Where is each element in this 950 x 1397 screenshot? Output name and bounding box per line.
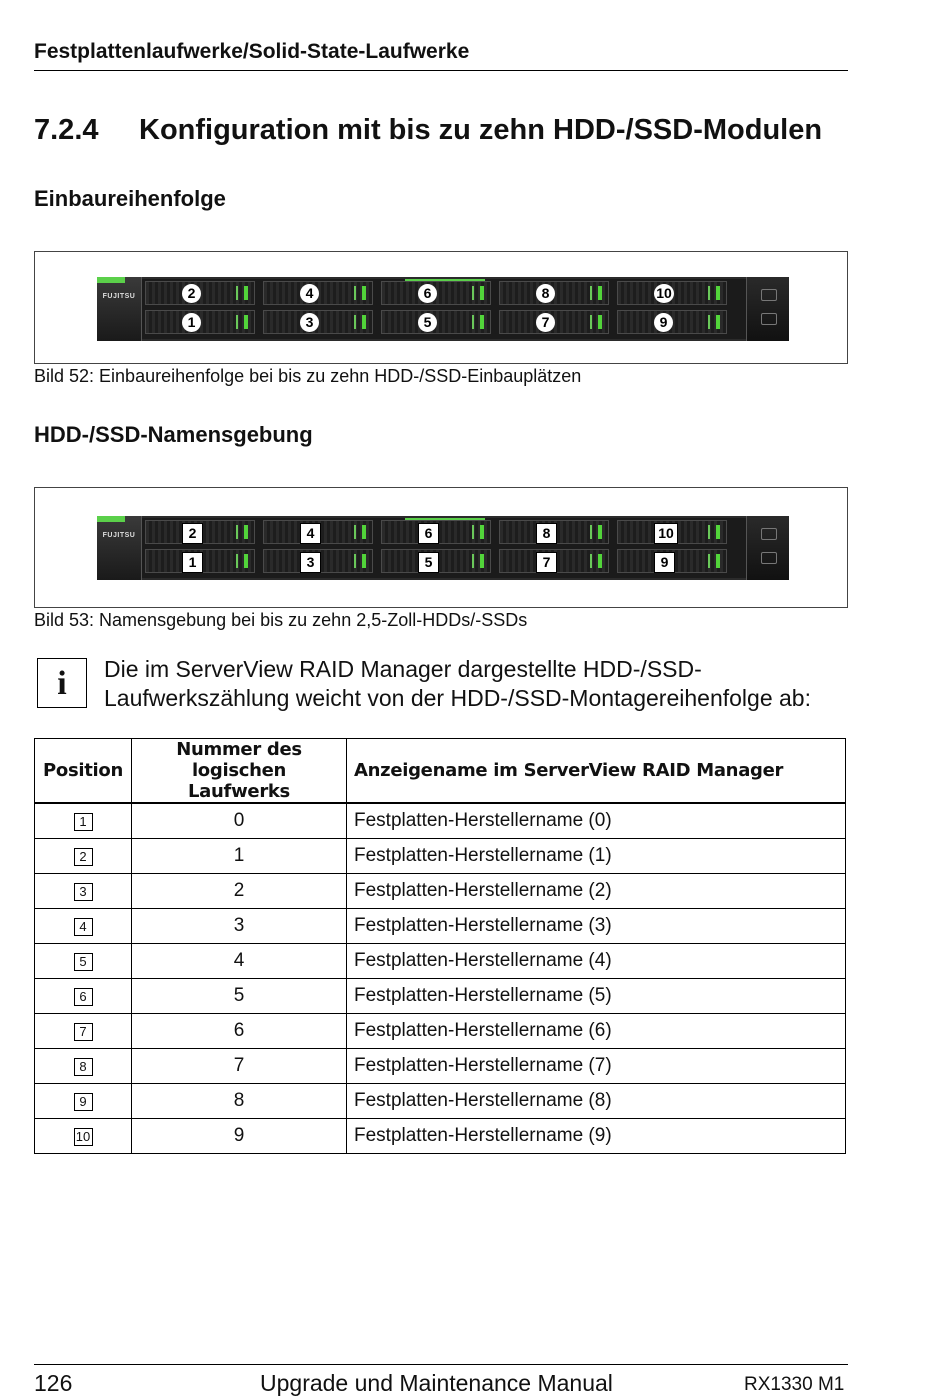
logical-number-cell: 9 — [132, 1119, 347, 1154]
power-button-icon — [761, 528, 777, 540]
table-row — [35, 874, 846, 909]
logical-number-cell: 2 — [132, 874, 347, 909]
position-cell — [35, 979, 132, 1014]
status-led-icon — [716, 315, 720, 329]
bay-number-label: 7 — [536, 552, 557, 573]
display-name-cell: Festplatten-Herstellername (5) — [347, 979, 846, 1014]
page-number: 126 — [34, 1370, 73, 1396]
bay-number-label: 6 — [418, 284, 437, 303]
drive-bay — [499, 549, 609, 573]
position-cell — [35, 1119, 132, 1154]
status-led-icon — [362, 315, 366, 329]
id-button-icon — [761, 313, 777, 325]
bay-number-label: 10 — [654, 523, 678, 544]
bay-number-label: 4 — [300, 284, 319, 303]
status-led-icon — [244, 315, 248, 329]
drive-bay — [263, 281, 373, 305]
running-header: Festplattenlaufwerke/Solid-State-Laufwerke — [34, 40, 848, 71]
bay-number-label: 9 — [654, 552, 675, 573]
table-row — [35, 1049, 846, 1084]
display-name-cell: Festplatten-Herstellername (7) — [347, 1049, 846, 1084]
table-row — [35, 803, 846, 839]
bay-number-label: 4 — [300, 523, 321, 544]
status-led-icon — [244, 286, 248, 300]
position-box: 5 — [74, 953, 93, 971]
table-row — [35, 1119, 846, 1154]
table-header-row — [35, 739, 846, 804]
id-button-icon — [761, 552, 777, 564]
table-row — [35, 1084, 846, 1119]
position-box: 1 — [74, 813, 93, 831]
status-led-icon — [716, 554, 720, 568]
server-left-ear — [97, 516, 142, 580]
logical-number-cell: 8 — [132, 1084, 347, 1119]
info-note-text: Die im ServerView RAID Manager dargestellte HDD-/SSD-Laufwerkszählung weicht von der HDD-/SSD-Montagereihenfolge ab: — [104, 656, 811, 711]
bay-number-label: 6 — [418, 523, 439, 544]
footer-rule — [34, 1364, 848, 1365]
status-led-icon — [362, 525, 366, 539]
drive-bay — [499, 281, 609, 305]
drive-bay — [381, 281, 491, 305]
logical-number-cell: 7 — [132, 1049, 347, 1084]
position-cell — [35, 1014, 132, 1049]
server-front-image — [97, 277, 789, 341]
status-led-icon — [244, 554, 248, 568]
drive-bay — [381, 310, 491, 334]
footer-title: Upgrade und Maintenance Manual — [260, 1370, 613, 1396]
bay-number-label: 5 — [418, 313, 437, 332]
drive-bay — [145, 310, 255, 334]
server-left-ear — [97, 277, 142, 341]
display-name-cell: Festplatten-Herstellername (4) — [347, 944, 846, 979]
bay-number-label: 8 — [536, 284, 555, 303]
display-name-cell: Festplatten-Herstellername (2) — [347, 874, 846, 909]
position-box: 7 — [74, 1023, 93, 1041]
status-led-icon — [716, 525, 720, 539]
figure-caption: Bild 53: Namensgebung bei bis zu zehn 2,5-Zoll-HDDs/-SSDs — [34, 610, 528, 630]
bay-number-label: 8 — [536, 523, 557, 544]
bay-number-label: 3 — [300, 552, 321, 573]
position-cell — [35, 944, 132, 979]
status-led-icon — [598, 554, 602, 568]
logical-number-cell: 4 — [132, 944, 347, 979]
column-header-position: Position — [35, 739, 132, 804]
bay-number-label: 1 — [182, 313, 201, 332]
column-header-display-name: Anzeigename im ServerView RAID Manager — [347, 739, 846, 804]
section-number: 7.2.4 — [34, 114, 99, 146]
status-led-icon — [244, 525, 248, 539]
bay-number-label: 9 — [654, 313, 673, 332]
section-title: Konfiguration mit bis zu zehn HDD-/SSD-Modulen — [139, 114, 823, 146]
subheading-install-order: Einbaureihenfolge — [34, 186, 226, 211]
drive-bay — [145, 281, 255, 305]
section-heading — [34, 114, 822, 147]
status-led-icon — [598, 315, 602, 329]
table-row — [35, 839, 846, 874]
server-right-ear — [746, 516, 789, 580]
drive-bay — [499, 520, 609, 544]
status-led-icon — [362, 554, 366, 568]
position-cell — [35, 839, 132, 874]
status-led-icon — [480, 554, 484, 568]
position-cell — [35, 803, 132, 839]
logical-number-cell: 1 — [132, 839, 347, 874]
bay-number-label: 1 — [182, 552, 203, 573]
figure-install-order — [34, 251, 848, 364]
status-led-icon — [598, 525, 602, 539]
status-led-icon — [480, 315, 484, 329]
position-cell — [35, 1084, 132, 1119]
position-box: 10 — [74, 1128, 93, 1146]
table-row — [35, 909, 846, 944]
drive-bay — [617, 310, 727, 334]
position-cell — [35, 1049, 132, 1084]
server-right-ear — [746, 277, 789, 341]
bay-number-label: 2 — [182, 284, 201, 303]
drive-bay — [499, 310, 609, 334]
bay-number-label: 3 — [300, 313, 319, 332]
figure-naming — [34, 487, 848, 608]
status-led-icon — [362, 286, 366, 300]
logical-number-cell: 6 — [132, 1014, 347, 1049]
position-box: 3 — [74, 883, 93, 901]
position-box: 2 — [74, 848, 93, 866]
table-row — [35, 979, 846, 1014]
position-cell — [35, 874, 132, 909]
display-name-cell: Festplatten-Herstellername (6) — [347, 1014, 846, 1049]
drive-bay — [263, 310, 373, 334]
status-led-icon — [598, 286, 602, 300]
table-row — [35, 1014, 846, 1049]
position-box: 6 — [74, 988, 93, 1006]
column-header-logical-number: Nummer des logischen Laufwerks — [132, 739, 347, 804]
fujitsu-logo: FUJITSU — [102, 293, 136, 300]
drive-bay — [381, 549, 491, 573]
status-led-icon — [480, 525, 484, 539]
position-box: 8 — [74, 1058, 93, 1076]
status-led-icon — [480, 286, 484, 300]
logical-number-cell: 0 — [132, 803, 347, 839]
drive-bay — [381, 520, 491, 544]
fujitsu-logo: FUJITSU — [102, 532, 136, 539]
logical-number-cell: 5 — [132, 979, 347, 1014]
drive-bay — [617, 281, 727, 305]
display-name-cell: Festplatten-Herstellername (1) — [347, 839, 846, 874]
display-name-cell: Festplatten-Herstellername (3) — [347, 909, 846, 944]
bay-number-label: 5 — [418, 552, 439, 573]
bay-number-label: 7 — [536, 313, 555, 332]
footer-model: RX1330 M1 — [744, 1374, 845, 1395]
drive-bay — [263, 549, 373, 573]
drive-bay — [145, 549, 255, 573]
server-front-image — [97, 516, 789, 580]
display-name-cell: Festplatten-Herstellername (8) — [347, 1084, 846, 1119]
drive-bay — [263, 520, 373, 544]
info-icon: i — [37, 658, 87, 708]
figure-caption: Bild 52: Einbaureihenfolge bei bis zu zehn HDD-/SSD-Einbauplätzen — [34, 366, 582, 386]
logical-number-cell: 3 — [132, 909, 347, 944]
display-name-cell: Festplatten-Herstellername (9) — [347, 1119, 846, 1154]
bay-number-label: 10 — [654, 284, 674, 303]
drive-bay — [145, 520, 255, 544]
display-name-cell: Festplatten-Herstellername (0) — [347, 803, 846, 839]
bay-number-label: 2 — [182, 523, 203, 544]
status-led-icon — [716, 286, 720, 300]
drive-bay — [617, 549, 727, 573]
table-row — [35, 944, 846, 979]
drive-mapping-table — [34, 738, 846, 1154]
position-box: 4 — [74, 918, 93, 936]
position-box: 9 — [74, 1093, 93, 1111]
drive-bay — [617, 520, 727, 544]
subheading-naming: HDD-/SSD-Namensgebung — [34, 422, 313, 447]
power-button-icon — [761, 289, 777, 301]
position-cell — [35, 909, 132, 944]
